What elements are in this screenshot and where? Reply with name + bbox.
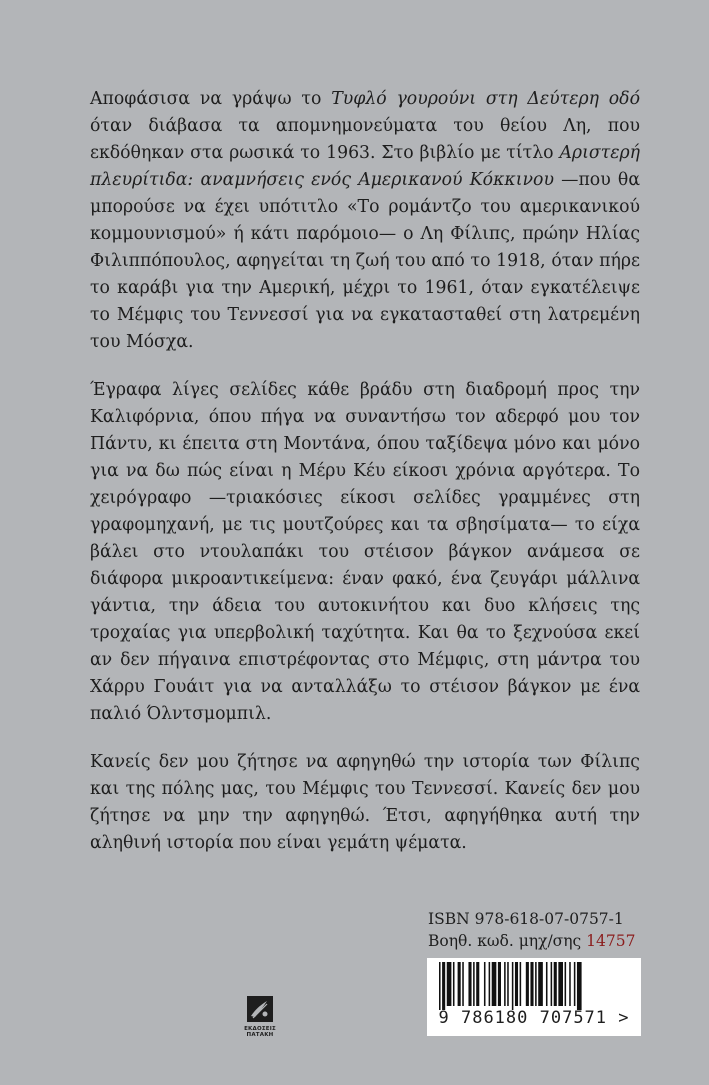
barcode-bar (530, 962, 533, 1006)
barcode (427, 958, 641, 1036)
publisher-logo (240, 996, 280, 1040)
barcode-bar (535, 962, 537, 1006)
back-cover-blurb (90, 86, 640, 878)
barcode-bar (458, 962, 461, 1006)
barcode-bar (473, 962, 475, 1006)
aux-code-label: Βοηθ. κωδ. μηχ/σης (428, 932, 582, 950)
blurb-paragraph-2: Έγραφα λίγες σελίδες κάθε βράδυ στη διαδρομή προς την Καλιφόρνια, όπου πήγα να συναντήσω τον αδερφό μου τον Πάντυ, κι έπειτα στη Μοντάνα, όπου ταξίδεψα μόνο και μόνο για να δω πώς είναι η Μέρυ Κέυ είκοσι χρόνια αργότερα. Το χειρόγραφο —τριακόσιες είκοσι σελίδες γραμμένες στη γραφομηχανή, με τις μουτζούρες και τα σβησίματα— το είχα βάλει στο ντουλαπάκι του στέισον βάγκον ανάμεσα σε διάφορα μικροαντικείμενα: έναν φακό, ένα ζευγάρι μάλλινα γάντια, την άδεια του αυτοκινήτου και δυο κλήσεις της τροχαίας για υπερβολική ταχύτητα. Και θα το ξεχνούσα εκεί αν δεν πήγαινα επιστρέφοντας στο Μέμφις, στη μάντρα του Χάρρυ Γουάιτ για να ανταλλάξω το στέισον βάγκον με ένα παλιό Όλντσμομπιλ. (90, 380, 640, 724)
barcode-bar (476, 962, 479, 1006)
barcode-bar (538, 962, 543, 1006)
blurb-text: —που θα μπορούσε να έχει υπότιτλο «Το ρομάντζο του αμερικανικού κομμουνισμού» ή κάτι παρόμοιο— ο Λη Φίλιπς, πρώην Ηλίας Φιλιππόπουλος, αφηγείται τη ζωή του από το 1918, όταν πήρε το καράβι για την Αμερική, μέχρι το 1961, όταν εγκατέλειψε το Μέμφις του Τεννεσσί για να εγκατασταθεί στη λατρεμένη του Μόσχα. (90, 170, 641, 352)
barcode-bar (489, 962, 491, 1006)
barcode-bar (526, 962, 529, 1006)
barcode-bar (447, 962, 452, 1006)
barcode-bar (565, 962, 567, 1006)
barcode-bar (546, 962, 548, 1006)
blurb-paragraph-1 (90, 86, 640, 356)
barcode-bar (462, 962, 464, 1006)
barcode-bar (574, 962, 576, 1006)
book-title-italic: Τυφλό γουρούνι στη Δεύτερη οδό (331, 89, 640, 109)
barcode-bar (468, 962, 471, 1006)
publisher-name-line1: ΕΚΔΟΣΕΙΣ (244, 1026, 276, 1032)
blurb-paragraph-3: Κανείς δεν μου ζήτησε να αφηγηθώ την ιστορία των Φίλιπς και της πόλης μας, του Μέμφις του Τεννεσσί. Κανείς δεν μου ζήτησε να μην την αφηγηθώ. Έτσι, αφηγήθηκα αυτή την αληθινή ιστορία που είναι γεμάτη ψέματα. (90, 752, 640, 853)
barcode-bar (484, 962, 486, 1006)
isbn-number: ISBN 978-618-07-0757-1 (428, 910, 624, 928)
barcode-bar (507, 962, 509, 1006)
barcode-bar (554, 962, 557, 1006)
aux-code-line (428, 930, 642, 952)
barcode-bar (515, 962, 518, 1006)
barcode-bar (439, 962, 441, 1010)
barcode-bar (442, 962, 445, 1010)
barcode-bar (577, 962, 582, 1010)
blurb-text: όταν διάβασα τα απομνημονεύματα του θείου Λη, που εκδόθηκαν στα ρωσικά το 1963. Στο βιβλίο με τίτλο (90, 116, 640, 163)
barcode-bar (492, 962, 497, 1006)
isbn-block (428, 908, 642, 952)
barcode-digits: 9 786180 707571 > (438, 1008, 630, 1028)
barcode-bar (453, 962, 455, 1006)
barcode-bar (520, 962, 522, 1006)
blurb-text: Αποφάσισα να γράψω το (90, 89, 332, 109)
barcode-bar (498, 962, 501, 1006)
publisher-emblem-icon (247, 996, 273, 1022)
aux-code-value: 14757 (586, 932, 636, 950)
barcode-bar (558, 962, 563, 1006)
barcode-bars (439, 962, 629, 1010)
barcode-bar (569, 962, 571, 1006)
barcode-bar (551, 962, 553, 1006)
memoir-title-italic: Αριστερή πλευρίτιδα: αναμνήσεις ενός Αμερικανού Κόκκινου (90, 143, 640, 190)
barcode-bar (512, 962, 514, 1010)
publisher-name-line2: ΠΑΤΑΚΗ (246, 1032, 274, 1038)
barcode-bar (504, 962, 506, 1006)
